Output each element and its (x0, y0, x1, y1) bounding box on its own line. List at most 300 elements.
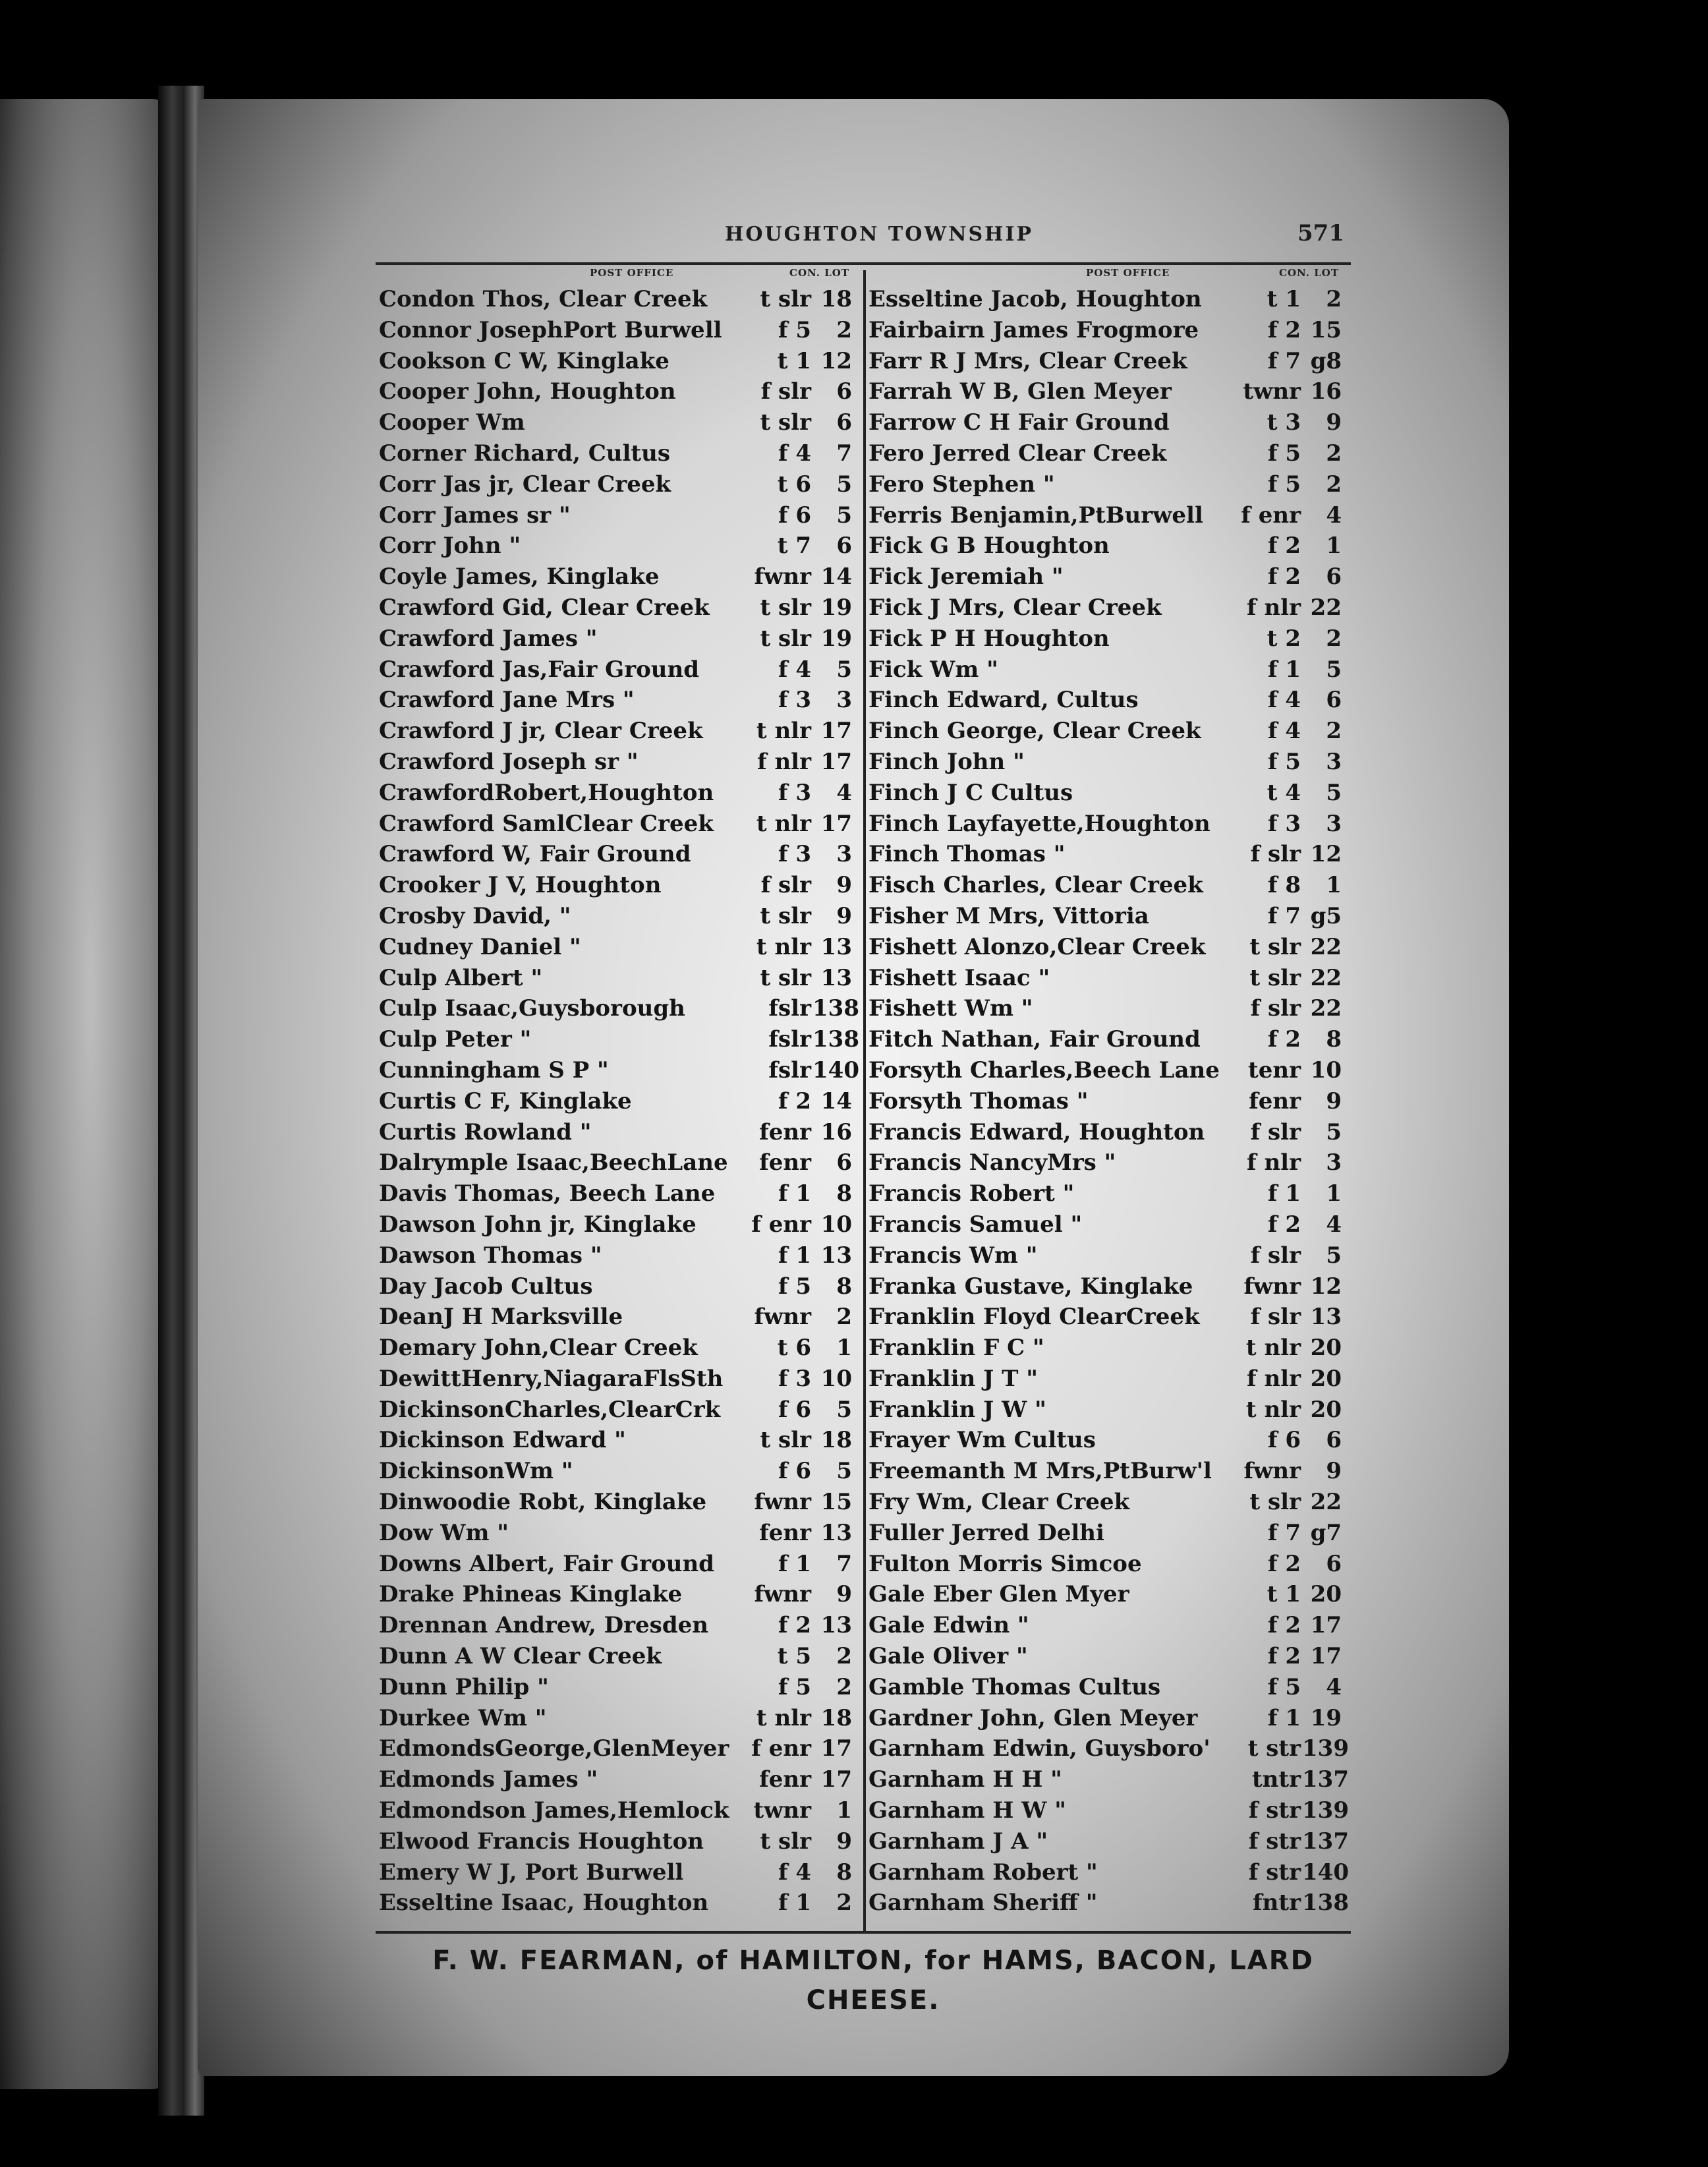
lot-number: g5 (1310, 902, 1342, 929)
lot-number: 9 (836, 902, 852, 929)
concession: fwnr (754, 1489, 811, 1516)
lot-number: 6 (1326, 687, 1342, 714)
concession: f nlr (1246, 1149, 1301, 1176)
lot-number: 14 (820, 563, 852, 591)
resident-name-and-post-office: Fero Stephen " (868, 471, 1055, 498)
directory-entry (379, 1178, 853, 1209)
resident-name-and-post-office: Fuller Jerred Delhi (868, 1519, 1104, 1546)
directory-entry (379, 1024, 859, 1055)
concession: f 2 (1267, 1211, 1301, 1238)
resident-name-and-post-office: Farrah W B, Glen Meyer (868, 378, 1172, 405)
directory-entry (379, 500, 853, 531)
directory-entry (379, 747, 853, 778)
concession: t slr (760, 409, 811, 436)
concession: f enr (751, 1735, 811, 1762)
directory-entry (379, 438, 853, 469)
concession: f 2 (778, 1612, 811, 1639)
concession: t nlr (756, 1704, 811, 1731)
lot-number: g8 (1310, 347, 1342, 374)
concession: fslr (768, 995, 811, 1022)
lot-number: 17 (820, 1735, 852, 1762)
directory-entry (379, 963, 853, 994)
lot-number: 138 (1302, 1890, 1349, 1917)
resident-name-and-post-office: Cookson C W, Kinglake (379, 347, 669, 374)
lot-number: 5 (1326, 656, 1342, 683)
concession: f 2 (1267, 316, 1301, 343)
lot-number: 18 (820, 286, 852, 312)
directory-entry (868, 1147, 1343, 1178)
concession: t 3 (1267, 409, 1301, 436)
concession: f 3 (778, 841, 811, 868)
directory-entry (868, 654, 1343, 685)
resident-name-and-post-office: Garnham Robert " (868, 1859, 1098, 1886)
lot-number: 12 (820, 347, 852, 374)
facing-page-edge (0, 99, 165, 2089)
directory-entry (868, 1024, 1343, 1055)
directory-entry (868, 1610, 1343, 1641)
lot-number: 13 (820, 1242, 852, 1269)
resident-name-and-post-office: Finch Thomas " (868, 841, 1066, 868)
directory-entry (379, 1456, 853, 1487)
page-header (376, 217, 1351, 257)
resident-name-and-post-office: Cunningham S P " (379, 1056, 609, 1084)
lot-number: 139 (1302, 1735, 1349, 1762)
resident-name-and-post-office: Gamble Thomas Cultus (868, 1673, 1161, 1700)
resident-name-and-post-office: Freemanth M Mrs,PtBurw'l (868, 1458, 1212, 1485)
directory-entry (379, 1086, 853, 1117)
resident-name-and-post-office: Esseltine Jacob, Houghton (868, 286, 1202, 312)
concession: twnr (1243, 378, 1301, 405)
resident-name-and-post-office: Fero Jerred Clear Creek (868, 440, 1167, 467)
resident-name-and-post-office: Culp Albert " (379, 964, 543, 991)
lot-number: 1 (836, 1797, 852, 1824)
concession: t 4 (1267, 779, 1301, 806)
lot-number: 13 (820, 1612, 852, 1639)
lot-number: 22 (1310, 995, 1342, 1022)
directory-entry (379, 346, 853, 377)
concession: f 5 (1267, 1673, 1301, 1700)
directory-entry (868, 1055, 1343, 1086)
resident-name-and-post-office: Garnham Edwin, Guysboro' (868, 1735, 1210, 1762)
directory-entry (379, 654, 853, 685)
directory-entry (868, 284, 1343, 315)
concession: t 2 (1267, 625, 1301, 652)
directory-entry (379, 1364, 853, 1395)
lot-number: 17 (820, 748, 852, 775)
concession: t nlr (756, 933, 811, 960)
lot-number: 3 (836, 841, 852, 868)
directory-entry (379, 993, 859, 1024)
directory-entry (379, 1826, 853, 1857)
directory-entry (379, 1117, 853, 1148)
concession: f 7 (1267, 902, 1301, 929)
resident-name-and-post-office: Corr James sr " (379, 502, 571, 529)
lot-number: 138 (812, 1026, 859, 1053)
lot-number: 12 (1310, 1273, 1342, 1300)
resident-name-and-post-office: Elwood Francis Houghton (379, 1828, 704, 1855)
directory-entry (379, 592, 853, 623)
lot-number: 20 (1310, 1396, 1342, 1423)
concession: t slr (1249, 964, 1301, 991)
lot-number: 2 (836, 316, 852, 343)
directory-entry (379, 1209, 853, 1240)
directory-entry (868, 932, 1343, 963)
directory-entry (868, 1826, 1349, 1857)
directory-entry (379, 469, 853, 500)
concession: f slr (1250, 1304, 1301, 1331)
directory-entry (379, 870, 853, 901)
lot-number: 4 (1326, 1211, 1342, 1238)
resident-name-and-post-office: Crosby David, " (379, 902, 571, 929)
concession: t nlr (1245, 1335, 1301, 1362)
directory-entry (379, 1333, 853, 1364)
lot-number: 5 (1326, 1118, 1342, 1145)
concession: t slr (760, 594, 811, 621)
resident-name-and-post-office: Fishett Wm " (868, 995, 1033, 1022)
lot-number: 13 (820, 964, 852, 991)
resident-name-and-post-office: Franklin F C " (868, 1335, 1044, 1362)
directory-entry (868, 1857, 1349, 1888)
directory-entry (868, 315, 1343, 346)
directory-entry (868, 562, 1343, 592)
directory-entry (868, 716, 1343, 747)
concession: t slr (760, 902, 811, 929)
column-divider (863, 270, 866, 1931)
resident-name-and-post-office: Downs Albert, Fair Ground (379, 1550, 714, 1577)
resident-name-and-post-office: Gale Oliver " (868, 1643, 1028, 1670)
lot-number: 9 (1326, 1087, 1342, 1114)
concession: fenr (1249, 1087, 1301, 1114)
concession: f slr (760, 378, 811, 405)
concession: t slr (760, 1828, 811, 1855)
concession: f 7 (1267, 1519, 1301, 1546)
lot-number: 19 (820, 594, 852, 621)
resident-name-and-post-office: Garnham H W " (868, 1797, 1066, 1824)
concession: f 6 (778, 502, 811, 529)
concession: f 1 (778, 1550, 811, 1577)
resident-name-and-post-office: EdmondsGeorge,GlenMeyer (379, 1735, 729, 1762)
lot-number: 8 (836, 1273, 852, 1300)
directory-entry (868, 809, 1343, 840)
directory-entry (868, 747, 1343, 778)
concession: f str (1248, 1797, 1301, 1824)
resident-name-and-post-office: Gale Edwin " (868, 1612, 1029, 1639)
lot-number: 17 (820, 810, 852, 837)
concession: f 1 (1267, 1704, 1301, 1731)
lot-number: 13 (820, 933, 852, 960)
directory-entry (379, 1733, 853, 1764)
lot-number: 10 (1310, 1056, 1342, 1084)
directory-entry (379, 1271, 853, 1302)
resident-name-and-post-office: Drennan Andrew, Dresden (379, 1612, 708, 1639)
directory-entry (868, 1395, 1343, 1426)
directory-entry (868, 993, 1343, 1024)
resident-name-and-post-office: Dickinson Edward " (379, 1427, 626, 1454)
directory-entry (379, 901, 853, 932)
concession: f str (1248, 1859, 1301, 1886)
page-number: 571 (1297, 220, 1344, 246)
resident-name-and-post-office: Day Jacob Cultus (379, 1273, 593, 1300)
concession: t slr (1249, 1489, 1301, 1516)
concession: f 3 (1267, 810, 1301, 837)
concession: f nlr (1246, 1365, 1301, 1392)
resident-name-and-post-office: Coyle James, Kinglake (379, 563, 660, 591)
post-office-heading: POST OFFICE (590, 267, 674, 279)
resident-name-and-post-office: Dinwoodie Robt, Kinglake (379, 1489, 707, 1516)
directory-entry (379, 778, 853, 809)
lot-number: 4 (836, 779, 852, 806)
advertisement-footer: F. W. FEARMAN, of HAMILTON, for HAMS, BACON, LARD CHEESE. (432, 1946, 1314, 2015)
directory-entry (379, 1672, 853, 1703)
concession: f 1 (1267, 1180, 1301, 1207)
directory-entry (868, 1641, 1343, 1672)
lot-number: g7 (1310, 1519, 1342, 1546)
lot-number: 137 (1302, 1766, 1349, 1793)
directory-entry (379, 1302, 853, 1333)
directory-entry (868, 407, 1343, 438)
concession: fwnr (1243, 1458, 1301, 1485)
lot-number: 2 (836, 1643, 852, 1670)
concession: f slr (1250, 995, 1301, 1022)
concession: f 4 (1267, 718, 1301, 745)
resident-name-and-post-office: Gardner John, Glen Meyer (868, 1704, 1198, 1731)
concession: f 3 (778, 1365, 811, 1392)
lot-number: 137 (1302, 1828, 1349, 1855)
lot-number: 2 (1326, 440, 1342, 467)
lot-number: 17 (820, 718, 852, 745)
resident-name-and-post-office: Drake Phineas Kinglake (379, 1581, 683, 1608)
lot-number: 2 (1326, 625, 1342, 652)
lot-number: 4 (1326, 1673, 1342, 1700)
directory-entry (379, 284, 853, 315)
directory-entry (379, 1764, 853, 1795)
directory-entry (868, 1086, 1343, 1117)
concession: t nlr (756, 810, 811, 837)
resident-name-and-post-office: Crawford W, Fair Ground (379, 841, 691, 868)
lot-number: 2 (836, 1304, 852, 1331)
resident-name-and-post-office: Fisher M Mrs, Vittoria (868, 902, 1149, 929)
resident-name-and-post-office: Crawford James " (379, 625, 598, 652)
lot-number: 22 (1310, 1489, 1342, 1516)
lot-number: 20 (1310, 1581, 1342, 1608)
directory-entry (868, 1364, 1343, 1395)
directory-entry (868, 963, 1343, 994)
resident-name-and-post-office: Dawson John jr, Kinglake (379, 1211, 697, 1238)
lot-number: 13 (820, 1519, 852, 1546)
resident-name-and-post-office: Esseltine Isaac, Houghton (379, 1890, 709, 1917)
resident-name-and-post-office: Emery W J, Port Burwell (379, 1859, 684, 1886)
lot-number: 5 (836, 471, 852, 498)
directory-entry (868, 592, 1343, 623)
directory-entry (379, 1425, 853, 1456)
directory-entry (868, 870, 1343, 901)
concession: f 5 (778, 316, 811, 343)
concession: f 2 (1267, 533, 1301, 560)
lot-number: 6 (1326, 1550, 1342, 1577)
lot-number: 3 (1326, 748, 1342, 775)
lot-number: 18 (820, 1427, 852, 1454)
lot-number: 16 (820, 1118, 852, 1145)
right-column (868, 267, 1349, 1919)
resident-name-and-post-office: DewittHenry,NiagaraFlsSth (379, 1365, 724, 1392)
concession: f 8 (1267, 872, 1301, 899)
directory-entry (379, 1487, 853, 1518)
lot-number: 14 (820, 1087, 852, 1114)
concession: fenr (759, 1766, 811, 1793)
lot-number: 1 (1326, 1180, 1342, 1207)
resident-name-and-post-office: Gale Eber Glen Myer (868, 1581, 1129, 1608)
lot-number: 138 (812, 995, 859, 1022)
concession: t 6 (777, 471, 811, 498)
directory-entry (868, 469, 1343, 500)
lot-number: 12 (1310, 841, 1342, 868)
lot-number: 3 (1326, 810, 1342, 837)
lot-number: 4 (1326, 502, 1342, 529)
resident-name-and-post-office: Fulton Morris Simcoe (868, 1550, 1142, 1577)
lot-number: 15 (1310, 316, 1342, 343)
concession: f 4 (1267, 687, 1301, 714)
directory-entry (868, 1302, 1343, 1333)
resident-name-and-post-office: Fick J Mrs, Clear Creek (868, 594, 1162, 621)
resident-name-and-post-office: Garnham Sheriff " (868, 1890, 1098, 1917)
concession: f 5 (1267, 748, 1301, 775)
directory-entry (379, 1147, 853, 1178)
concession: f 6 (778, 1458, 811, 1485)
lot-number: 9 (836, 872, 852, 899)
directory-entry (868, 438, 1343, 469)
resident-name-and-post-office: Edmondson James,Hemlock (379, 1797, 729, 1824)
lot-number: 1 (1326, 533, 1342, 560)
resident-name-and-post-office: Farrow C H Fair Ground (868, 409, 1170, 436)
resident-name-and-post-office: Crawford Joseph sr " (379, 748, 639, 775)
resident-name-and-post-office: DickinsonCharles,ClearCrk (379, 1396, 721, 1423)
lot-number: 5 (836, 1396, 852, 1423)
concession: fenr (759, 1519, 811, 1546)
resident-name-and-post-office: Cooper John, Houghton (379, 378, 676, 405)
lot-number: 9 (1326, 1458, 1342, 1485)
resident-name-and-post-office: Corr John " (379, 533, 521, 560)
lot-number: 8 (836, 1859, 852, 1886)
resident-name-and-post-office: Culp Peter " (379, 1026, 532, 1053)
directory-entry (868, 901, 1343, 932)
resident-name-and-post-office: Crawford J jr, Clear Creek (379, 718, 703, 745)
lot-number: 22 (1310, 594, 1342, 621)
resident-name-and-post-office: Ferris Benjamin,PtBurwell (868, 502, 1203, 529)
directory-entry (379, 1518, 853, 1549)
resident-name-and-post-office: Dawson Thomas " (379, 1242, 602, 1269)
right-column-header (868, 267, 1343, 284)
footer-rule (376, 1931, 1351, 1934)
directory-entry (379, 1610, 853, 1641)
lot-number: 6 (836, 1149, 852, 1176)
lot-number: 17 (1310, 1643, 1342, 1670)
resident-name-and-post-office: Fick G B Houghton (868, 533, 1110, 560)
resident-name-and-post-office: Fick Jeremiah " (868, 563, 1064, 591)
resident-name-and-post-office: Finch George, Clear Creek (868, 718, 1201, 745)
concession: f 2 (1267, 1643, 1301, 1670)
concession: tntr (1251, 1766, 1301, 1793)
resident-name-and-post-office: Farr R J Mrs, Clear Creek (868, 347, 1187, 374)
resident-name-and-post-office: Culp Isaac,Guysborough (379, 995, 685, 1022)
directory-entry (379, 1703, 853, 1734)
lot-number: 2 (1326, 471, 1342, 498)
resident-name-and-post-office: Francis Edward, Houghton (868, 1118, 1205, 1145)
lot-number: 22 (1310, 933, 1342, 960)
resident-name-and-post-office: Cooper Wm (379, 409, 525, 436)
resident-name-and-post-office: Fry Wm, Clear Creek (868, 1489, 1130, 1516)
concession: f 6 (778, 1396, 811, 1423)
post-office-heading: POST OFFICE (1086, 267, 1170, 279)
directory-entry (379, 1395, 853, 1426)
directory-entry (379, 1888, 853, 1919)
concession: t 5 (777, 1643, 811, 1670)
left-column-header (379, 267, 853, 284)
lot-number: 15 (820, 1489, 852, 1516)
directory-entry (379, 1549, 853, 1580)
resident-name-and-post-office: Crawford Jas,Fair Ground (379, 656, 700, 683)
lot-number: 10 (820, 1211, 852, 1238)
concession: t slr (760, 625, 811, 652)
resident-name-and-post-office: Fick P H Houghton (868, 625, 1110, 652)
resident-name-and-post-office: Demary John,Clear Creek (379, 1335, 698, 1362)
directory-entry (379, 1055, 859, 1086)
lot-number: 6 (836, 533, 852, 560)
resident-name-and-post-office: Fick Wm " (868, 656, 998, 683)
directory-entry (379, 1857, 853, 1888)
lot-number: 20 (1310, 1365, 1342, 1392)
con-lot-heading: CON. LOT (789, 267, 849, 279)
resident-name-and-post-office: Edmonds James " (379, 1766, 598, 1793)
resident-name-and-post-office: Curtis C F, Kinglake (379, 1087, 632, 1114)
resident-name-and-post-office: Franklin J T " (868, 1365, 1038, 1392)
lot-number: 8 (836, 1180, 852, 1207)
directory-entry (868, 1271, 1343, 1302)
resident-name-and-post-office: Condon Thos, Clear Creek (379, 286, 708, 312)
lot-number: 5 (1326, 779, 1342, 806)
directory-entry (868, 1487, 1343, 1518)
resident-name-and-post-office: CrawfordRobert,Houghton (379, 779, 714, 806)
resident-name-and-post-office: Corr Jas jr, Clear Creek (379, 471, 671, 498)
directory-entry (868, 376, 1343, 407)
lot-number: 1 (836, 1335, 852, 1362)
lot-number: 10 (820, 1365, 852, 1392)
concession: f 1 (778, 1180, 811, 1207)
resident-name-and-post-office: Crawford SamlClear Creek (379, 810, 714, 837)
resident-name-and-post-office: Davis Thomas, Beech Lane (379, 1180, 716, 1207)
lot-number: 139 (1302, 1797, 1349, 1824)
resident-name-and-post-office: Franklin Floyd ClearCreek (868, 1304, 1200, 1331)
resident-name-and-post-office: Garnham J A " (868, 1828, 1048, 1855)
resident-name-and-post-office: Corner Richard, Cultus (379, 440, 670, 467)
lot-number: 7 (836, 440, 852, 467)
directory-entry (379, 1240, 853, 1271)
concession: f 2 (1267, 1550, 1301, 1577)
directory-entry (868, 1518, 1343, 1549)
concession: fenr (759, 1118, 811, 1145)
concession: f 3 (778, 687, 811, 714)
directory-entry (379, 562, 853, 592)
page-title: HOUGHTON TOWNSHIP (725, 223, 1034, 246)
directory-entry (379, 932, 853, 963)
resident-name-and-post-office: Durkee Wm " (379, 1704, 547, 1731)
concession: t 1 (777, 347, 811, 374)
concession: twnr (753, 1797, 811, 1824)
header-rule (376, 262, 1351, 265)
resident-name-and-post-office: Franka Gustave, Kinglake (868, 1273, 1193, 1300)
lot-number: 7 (836, 1550, 852, 1577)
lot-number: 2 (1326, 286, 1342, 312)
concession: f nlr (756, 748, 811, 775)
